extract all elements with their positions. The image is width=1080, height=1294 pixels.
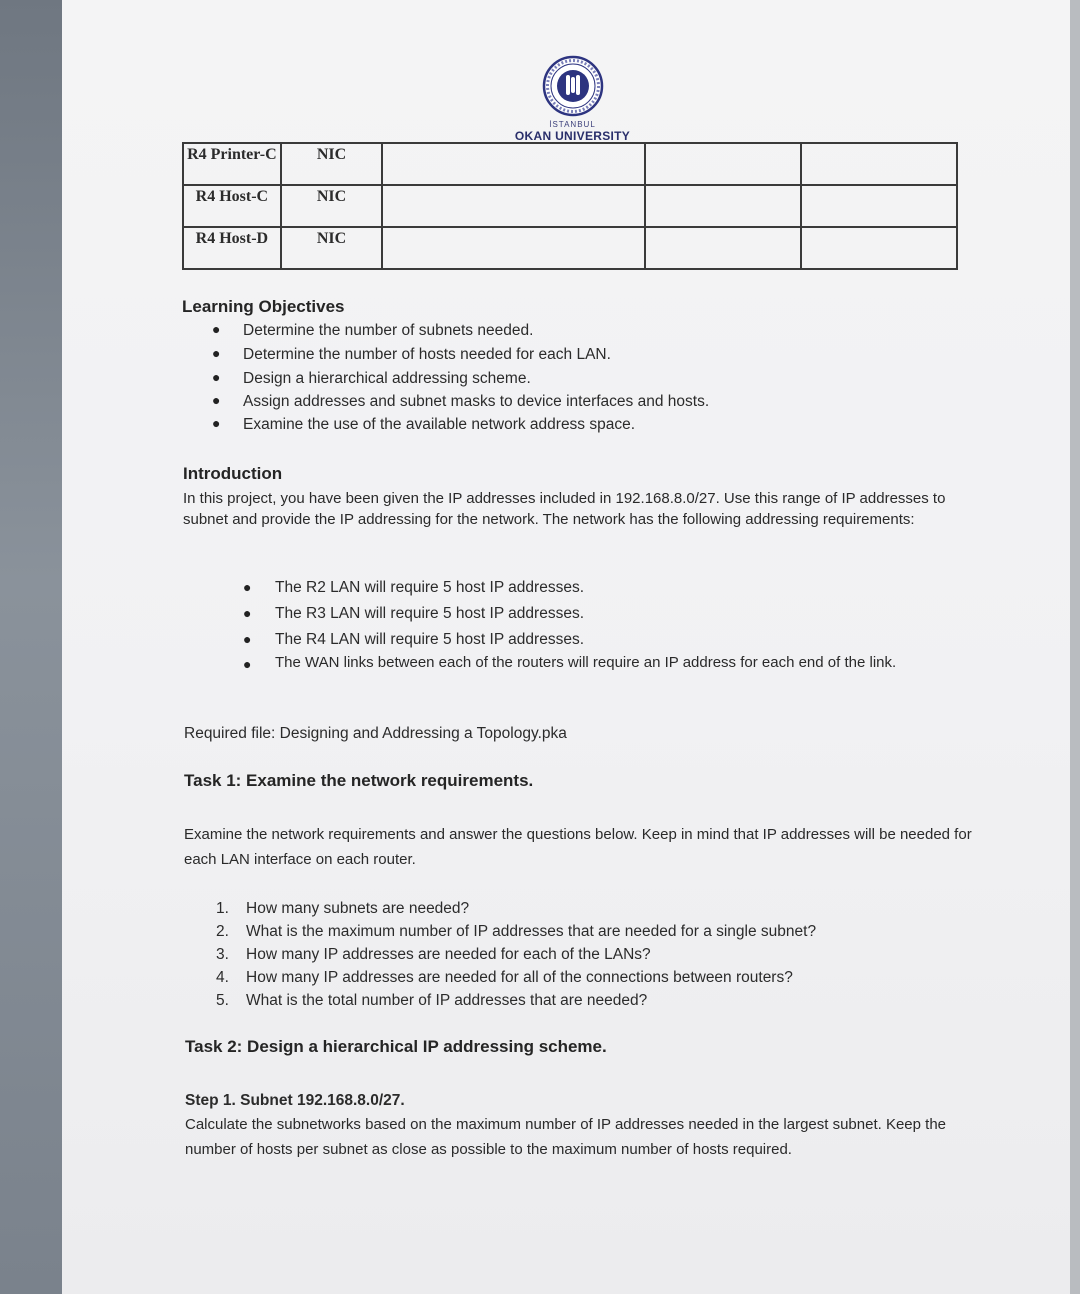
introduction-heading: Introduction: [183, 464, 283, 483]
step1-paragraph: Calculate the subnetworks based on the maximum number of IP addresses needed in the largest subnet. Keep the number of hosts per subnet as close as possible to the maximum number of hosts required.: [185, 1116, 947, 1158]
ip-address-cell[interactable]: [382, 227, 644, 269]
device-cell: R4 Host-C: [183, 185, 281, 227]
gateway-cell[interactable]: [801, 143, 957, 185]
bullet-icon: ●: [212, 321, 221, 337]
ip-address-cell[interactable]: [382, 143, 644, 185]
objective-item: Assign addresses and subnet masks to device interfaces and hosts.: [243, 393, 710, 410]
university-seal-icon: [538, 55, 608, 117]
question-number: 5.: [216, 992, 229, 1009]
interface-cell: NIC: [281, 143, 383, 185]
question-number: 3.: [216, 946, 229, 963]
question-item: What is the maximum number of IP addresses that are needed for a single subnet?: [246, 923, 817, 940]
question-number: 4.: [216, 969, 229, 986]
bullet-icon: ●: [243, 605, 252, 621]
bullet-icon: ●: [243, 579, 252, 595]
logo-caption-main: OKAN UNIVERSITY: [514, 129, 631, 143]
question-item: How many subnets are needed?: [246, 900, 470, 917]
subnet-mask-cell[interactable]: [645, 143, 801, 185]
device-addressing-table: [182, 142, 958, 270]
interface-cell: NIC: [281, 185, 383, 227]
university-logo: [505, 55, 640, 143]
requirement-item: The R4 LAN will require 5 host IP addresses.: [275, 631, 585, 648]
task1-heading: Task 1: Examine the network requirements.: [184, 771, 534, 790]
step1-heading: Step 1. Subnet 192.168.8.0/27.: [185, 1092, 405, 1109]
logo-caption-small: İSTANBUL: [549, 120, 596, 129]
table-row: [183, 185, 957, 227]
requirement-item: The R2 LAN will require 5 host IP addresses.: [275, 579, 585, 596]
interface-cell: NIC: [281, 227, 383, 269]
gateway-cell[interactable]: [801, 185, 957, 227]
bullet-icon: ●: [212, 345, 221, 361]
task2-heading: Task 2: Design a hierarchical IP addressing scheme.: [185, 1037, 607, 1056]
introduction-paragraph: In this project, you have been given the IP addresses included in 192.168.8.0/27. Use this range of IP addresses to subnet and provide the IP addressing for the network. The network has the following addressing requirements:: [183, 490, 946, 528]
gateway-cell[interactable]: [801, 227, 957, 269]
requirement-item: The R3 LAN will require 5 host IP addresses.: [275, 605, 585, 622]
question-item: What is the total number of IP addresses that are needed?: [246, 992, 648, 1009]
question-item: How many IP addresses are needed for all of the connections between routers?: [246, 969, 793, 986]
ip-address-cell[interactable]: [382, 185, 644, 227]
device-cell: R4 Host-D: [183, 227, 281, 269]
question-number: 1.: [216, 900, 229, 917]
table-row: [183, 143, 957, 185]
requirement-item: The WAN links between each of the routers will require an IP address for each end of the link.: [275, 654, 897, 671]
subnet-mask-cell[interactable]: [645, 185, 801, 227]
bullet-icon: ●: [243, 631, 252, 647]
bullet-icon: ●: [243, 656, 252, 672]
table-row: [183, 227, 957, 269]
objective-item: Design a hierarchical addressing scheme.: [243, 370, 531, 387]
learning-objectives-heading: Learning Objectives: [182, 297, 345, 316]
desk-background: [0, 0, 62, 1294]
device-cell: R4 Printer-C: [183, 143, 281, 185]
page-edge: [1070, 0, 1080, 1294]
task1-paragraph: Examine the network requirements and answer the questions below. Keep in mind that IP addresses will be needed for each LAN interface on each router.: [184, 826, 972, 868]
subnet-mask-cell[interactable]: [645, 227, 801, 269]
question-number: 2.: [216, 923, 229, 940]
bullet-icon: ●: [212, 369, 221, 385]
bullet-icon: ●: [212, 392, 221, 408]
question-item: How many IP addresses are needed for each of the LANs?: [246, 946, 651, 963]
required-file-text: Required file: Designing and Addressing a Topology.pka: [184, 725, 567, 742]
objective-item: Examine the use of the available network address space.: [243, 416, 636, 433]
bullet-icon: ●: [212, 415, 221, 431]
objective-item: Determine the number of subnets needed.: [243, 322, 534, 339]
objective-item: Determine the number of hosts needed for each LAN.: [243, 346, 611, 363]
